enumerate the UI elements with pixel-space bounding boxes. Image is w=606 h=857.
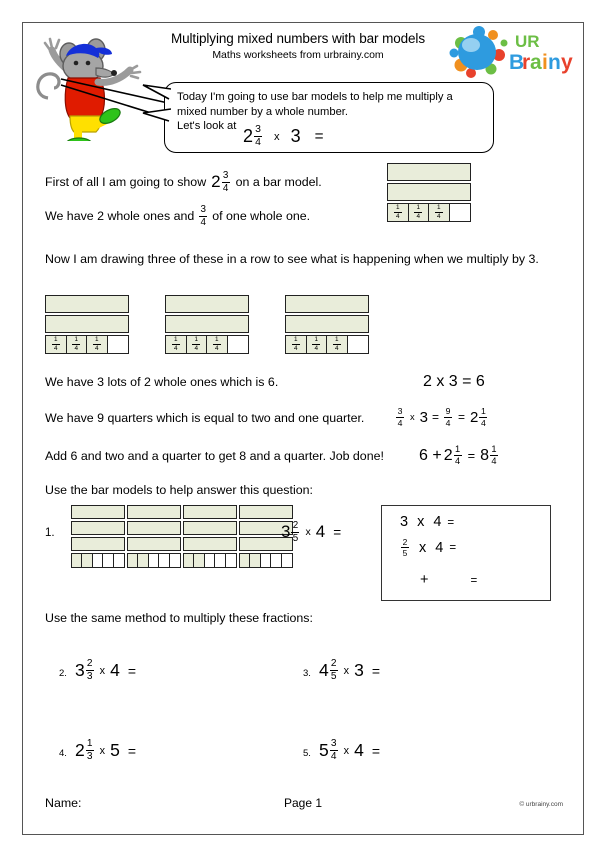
bar-model-fraction-cell [93,554,103,567]
question-1-number: 1. [45,527,55,539]
bar-model [45,295,129,354]
bar-model-fraction-cell [205,554,215,567]
bar-model-fraction-cell [46,336,67,353]
bar-model-whole-row [285,295,369,313]
bar-model-fraction-cell [282,554,292,567]
name-label: Name: [45,796,82,810]
show-line-1: First of all I am going to show 2 $\frac{3}{4}$ on a bar model. [45,170,322,194]
bar-model-whole-row [71,537,125,551]
bar-model-fraction-cell [307,336,328,353]
bar-model-fraction-cell [240,554,250,567]
bubble-line-1: Today I'm going to use bar models to help me multiply a [177,91,453,103]
fraction: $\frac{1}{4}$ [93,337,101,353]
bar-model-whole-row [183,505,237,519]
fraction: $\frac{1}{4}$ [192,337,200,353]
speech-bubble-tail [141,83,171,127]
multiply-symbol: x [274,130,280,143]
speech-bubble-text [177,90,489,134]
bar-model-fraction-cell [250,554,260,567]
bar-model-fraction-cell [226,554,236,567]
bar-model-whole-row [387,183,471,201]
fraction-3-4: $\frac{3}{4}$ [397,406,403,428]
fraction: $\frac{1}{4}$ [312,337,320,353]
urbrainy-logo [449,25,577,83]
bar-model [285,295,369,354]
bar-model-fraction-cell [138,554,148,567]
svg-text:r: r [522,51,531,74]
fraction: $\frac{1}{4}$ [292,337,300,353]
bar-model-fraction-cell [409,204,430,221]
bar-model-whole-row [71,521,125,535]
bar-model-fraction-row [183,553,237,568]
fraction: $\frac{1}{4}$ [213,337,221,353]
logo-text-ur: UR [515,32,540,51]
worksheet-page [22,22,584,835]
fraction: $\frac{3}{4}$ [255,124,261,149]
section-show-mixed-number [23,163,583,248]
bar-model-fraction-row [387,203,471,222]
question-1-expression: 3 $\frac{2}{5}$ x 4 = [281,520,342,544]
question-1-answer-box[interactable] [381,505,551,601]
bubble-line-3: Let's look at [177,120,237,132]
bar-model-fraction-cell [87,336,108,353]
explanation-equation-1: 2 x 3 = 6 [423,373,485,390]
practice-expression: 4 $\frac{2}{5}$ x 3 = [318,658,381,683]
mixed-whole: 2 [243,126,254,147]
bar-model-fraction-row [239,553,293,568]
explanation-equation-2: $\frac{3}{4}$ x 3 = $\frac{9}{4}$ = 2 $\frac{1}{4}$ [397,406,486,428]
bar-model-fraction-cell [271,554,281,567]
bar-model-whole-row [45,295,129,313]
bar-model [165,295,249,354]
bar-model-fraction-cell [388,204,409,221]
bar-model-fraction-cell [184,554,194,567]
fraction-1-4: $\frac{1}{4}$ [480,406,486,428]
fraction: $\frac{1}{4}$ [414,205,422,221]
bar-model-fraction-cell [67,336,88,353]
practice-item-3: 3. 4 $\frac{2}{5}$ x 3 = [303,658,381,683]
bar-model-whole-row [183,521,237,535]
explanation-row-3: Add 6 and two and a quarter to get 8 and a quarter. Job done! [45,449,384,463]
bar-model-fraction-cell [228,336,249,353]
svg-text:a: a [530,51,542,74]
svg-text:i: i [542,51,548,74]
svg-text:y: y [561,51,573,74]
practice-expression: 2 $\frac{1}{3}$ x 5 = [74,738,137,763]
fraction: $\frac{1}{4}$ [435,205,443,221]
bar-model-whole-row [387,163,471,181]
explanation-row-1: We have 3 lots of 2 whole ones which is 6. [45,375,279,389]
bubble-expression [243,125,324,149]
bar-model-fraction-cell [82,554,92,567]
mixed-number [243,125,263,149]
bar-model-fraction-cell [159,554,169,567]
multiplier: 3 [290,126,301,147]
practice-heading: Use the same method to multiply these fractions: [45,611,313,625]
page-number: Page 1 [283,796,323,810]
fraction-3-4: $\frac{3}{4}$ [200,204,206,228]
bar-model-fraction-cell [429,204,450,221]
bar-model [387,163,471,222]
bar-model [127,505,181,568]
speech-bubble [164,82,494,153]
fraction: $\frac{1}{4}$ [172,337,180,353]
bar-model-fraction-row [71,553,125,568]
bar-model-whole-row [45,315,129,333]
bar-model-whole-row [127,505,181,519]
copyright-text: © urbrainy.com [519,801,563,808]
question-1-heading: Use the bar models to help answer this question: [45,483,313,497]
bar-model-fraction-cell [450,204,471,221]
bubble-line-2: mixed number by a whole number. [177,105,349,118]
fraction: $\frac{1}{4}$ [52,337,60,353]
bar-model-fraction-cell [348,336,369,353]
bar-model-whole-row [183,537,237,551]
answer-line-1: 3 x 4 = [400,514,455,530]
bar-model-fraction-cell [103,554,113,567]
bar-model-fraction-cell [72,554,82,567]
bar-model-whole-row [165,295,249,313]
bar-model [71,505,125,568]
bar-model-whole-row [285,315,369,333]
bar-model-fraction-cell [286,336,307,353]
fraction-2-5: $\frac{2}{5}$ [402,537,408,559]
bar-model-fraction-cell [327,336,348,353]
fraction-1-4: $\frac{1}{4}$ [491,444,497,467]
explanation-equation-3: 6 + 2 $\frac{1}{4}$ = 8 $\frac{1}{4}$ [419,444,497,467]
show-line-2: We have 2 whole ones and $\frac{3}{4}$ of one whole one. [45,204,311,228]
fraction-9-4: $\frac{9}{4}$ [445,406,451,428]
bar-model-fraction-cell [170,554,180,567]
bar-model-fraction-cell [128,554,138,567]
page-header [23,23,583,74]
bar-model-fraction-cell [187,336,208,353]
bar-model-fraction-cell [261,554,271,567]
equals-symbol: = [314,127,324,145]
answer-line-2: $\frac{2}{5}$ x 4 = [402,537,457,559]
bar-model-whole-row [239,505,293,519]
three-in-row-text: Now I am drawing three of these in a row to see what is happening when we multiply by 3. [45,252,539,266]
bar-model-fraction-cell [114,554,124,567]
fraction-1-4: $\frac{1}{4}$ [455,444,461,467]
svg-text:B: B [509,51,525,74]
bar-model-fraction-cell [108,336,129,353]
fraction: $\frac{1}{4}$ [333,337,341,353]
fraction: $\frac{1}{4}$ [72,337,80,353]
practice-expression: 3 $\frac{2}{3}$ x 4 = [74,658,137,683]
practice-expression: 5 $\frac{3}{4}$ x 4 = [318,738,381,763]
bar-model-fraction-row [285,335,369,354]
bar-model-whole-row [165,315,249,333]
bar-model-fraction-cell [215,554,225,567]
answer-line-3: + = [420,572,478,588]
practice-item-4: 4. 2 $\frac{1}{3}$ x 5 = [59,738,137,763]
fraction: $\frac{3}{4}$ [222,170,229,194]
svg-text:n: n [548,51,561,74]
page-subtitle: Maths worksheets from urbrainy.com [212,49,384,61]
bar-model-whole-row [127,521,181,535]
fraction: $\frac{1}{4}$ [394,205,402,221]
bar-model [183,505,237,568]
page-footer [23,796,583,818]
bar-model-whole-row [127,537,181,551]
bar-model-single [387,163,471,222]
bar-model-fraction-cell [149,554,159,567]
bar-model-fraction-cell [194,554,204,567]
bar-model-fraction-cell [207,336,228,353]
practice-item-5: 5. 5 $\frac{3}{4}$ x 4 = [303,738,381,763]
bar-model-fraction-cell [166,336,187,353]
explanation-row-2: We have 9 quarters which is equal to two and one quarter. [45,411,365,425]
mixed-number-3-2-5: 3 $\frac{2}{5}$ [281,520,299,544]
bar-model-fraction-row [127,553,181,568]
practice-item-2: 2. 3 $\frac{2}{3}$ x 4 = [59,658,137,683]
bar-model-whole-row [71,505,125,519]
mixed-number-2-3-4: 2 $\frac{3}{4}$ [211,170,229,194]
bar-model-fraction-row [45,335,129,354]
bar-model-fraction-row [165,335,249,354]
page-title: Multiplying mixed numbers with bar models [170,31,425,46]
